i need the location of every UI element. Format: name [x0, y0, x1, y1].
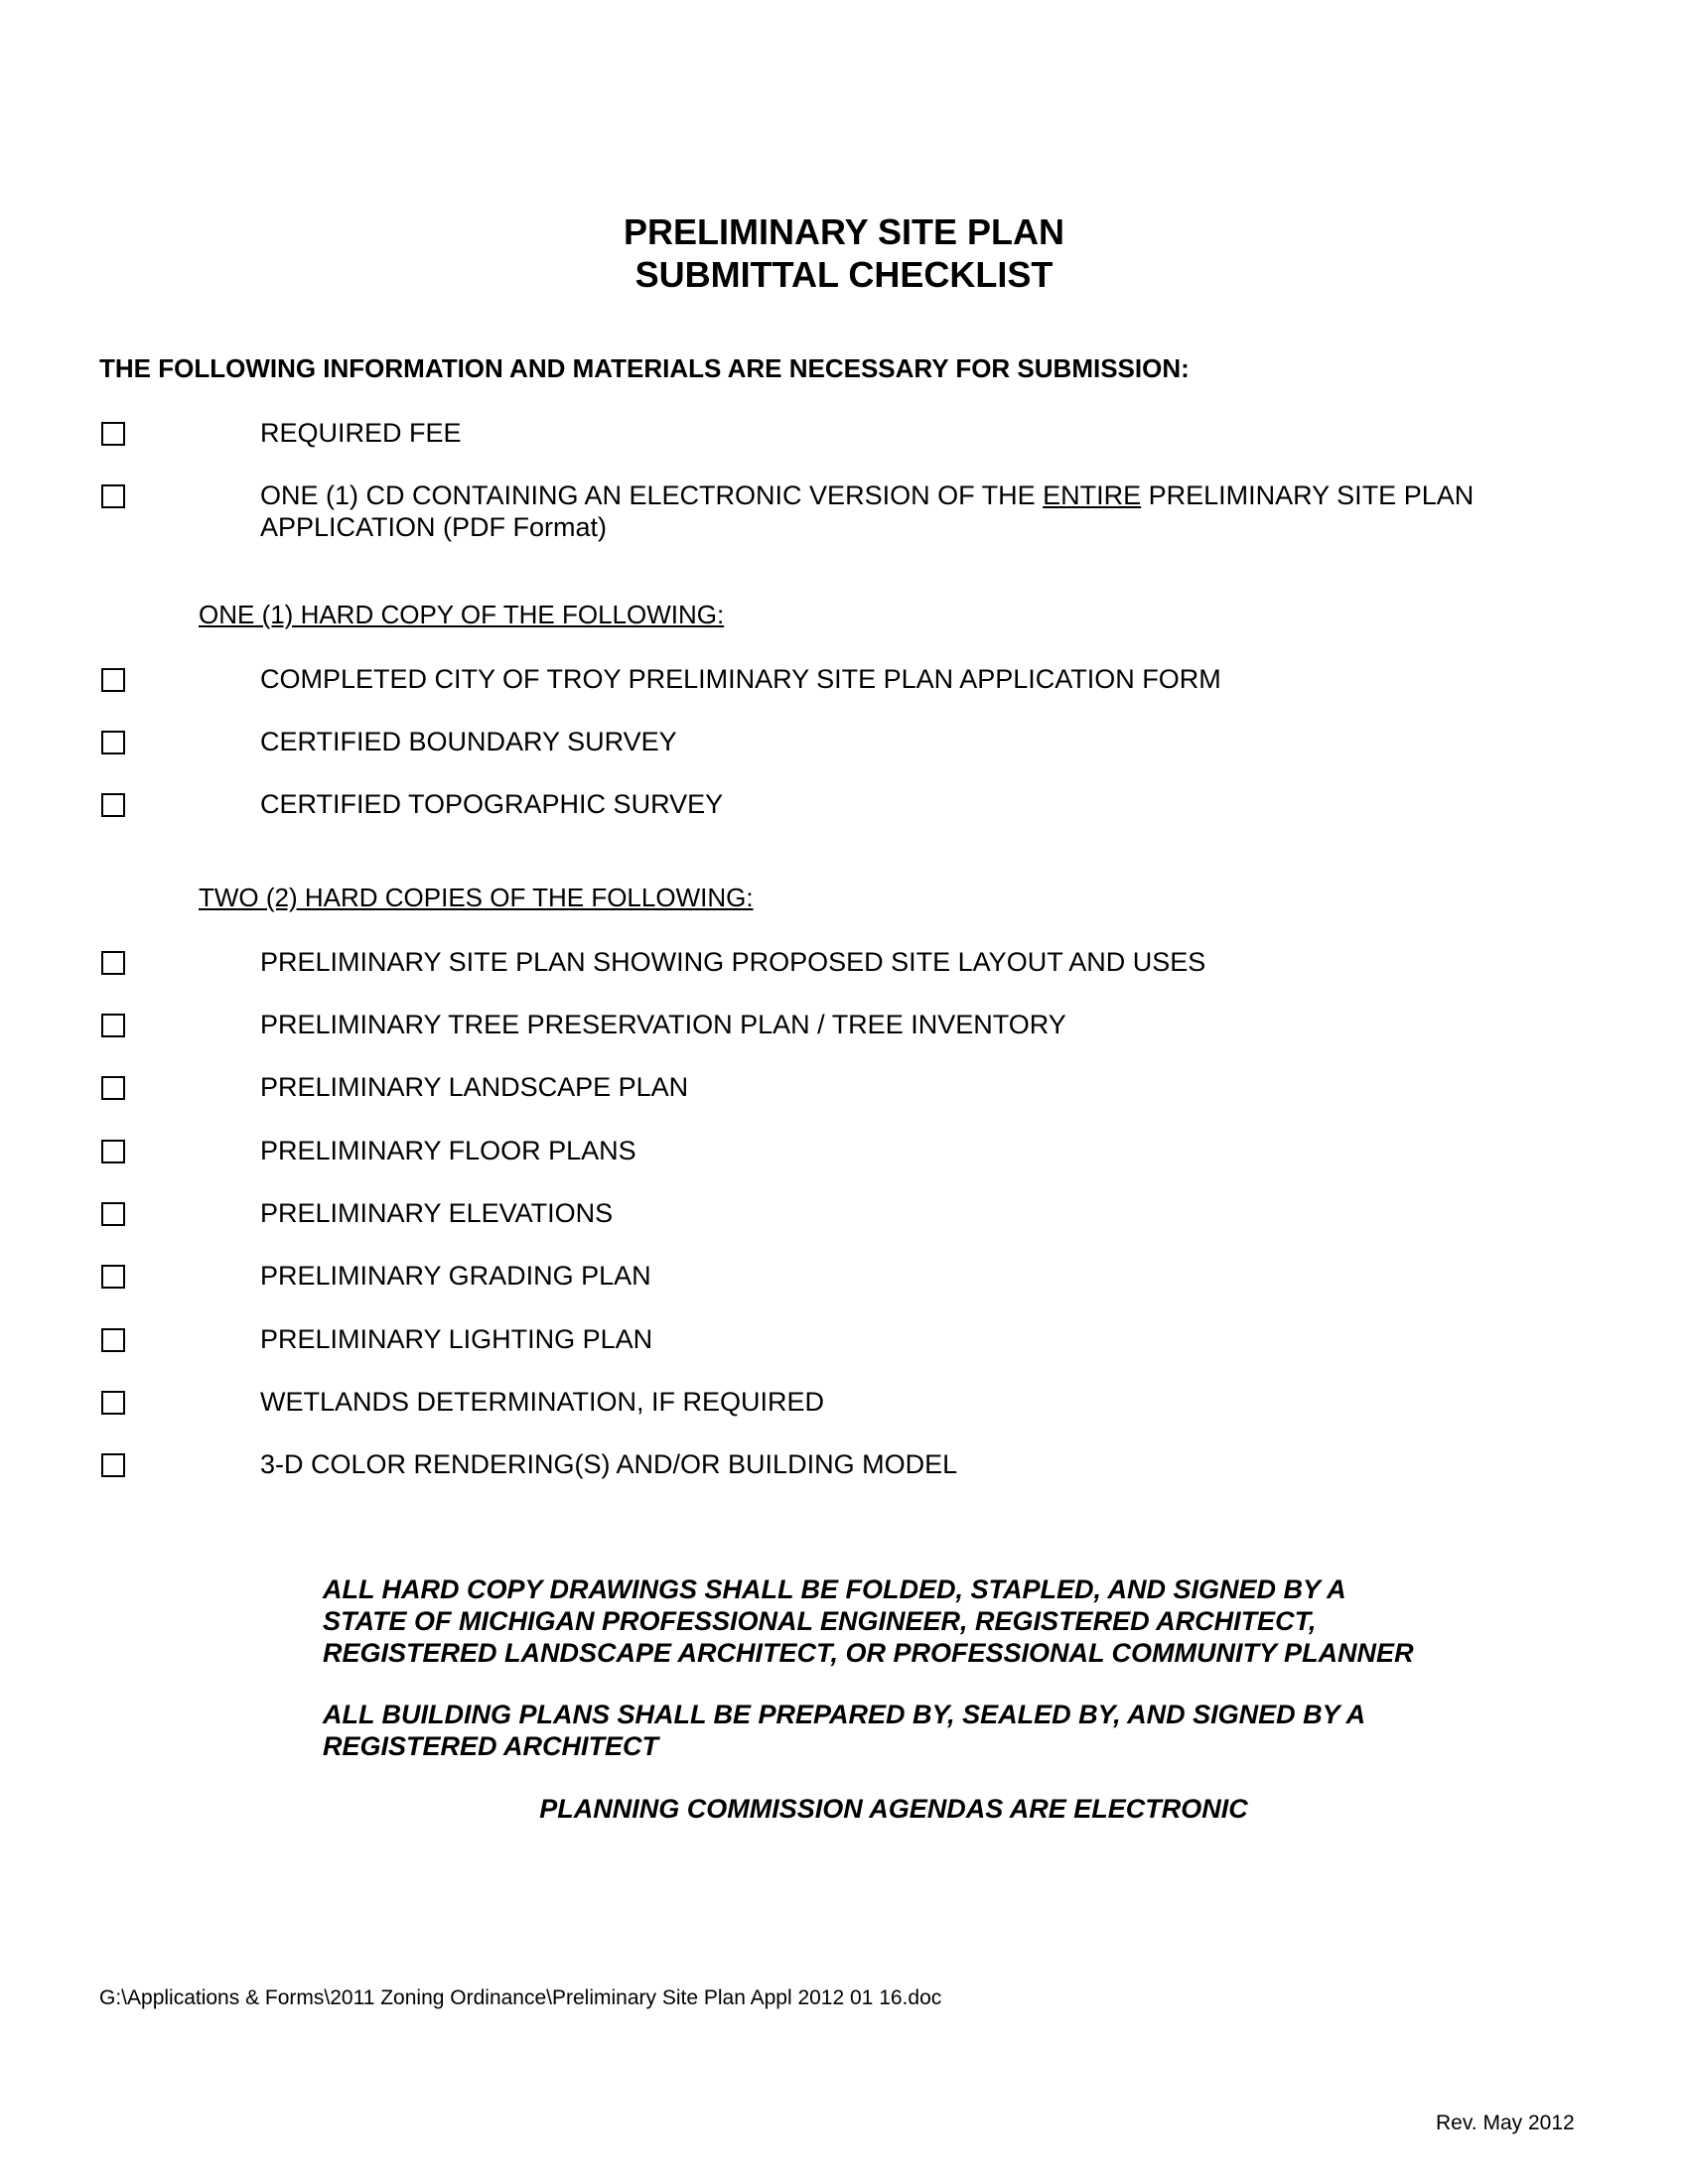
checklist-item-label: 3-D COLOR RENDERING(S) AND/OR BUILDING MODEL: [260, 1449, 958, 1479]
cd-line-1: [260, 479, 1591, 511]
checkbox[interactable]: [101, 951, 125, 975]
note-line: REGISTERED LANDSCAPE ARCHITECT, OR PROFESSIONAL COMMUNITY PLANNER: [323, 1638, 1414, 1668]
checkbox-required-fee[interactable]: [101, 422, 125, 446]
checkbox[interactable]: [101, 1014, 125, 1037]
checkbox[interactable]: [101, 668, 125, 692]
footer-file-path: G:\Applications & Forms\2011 Zoning Ordinance\Preliminary Site Plan Appl 2012 01 16.doc: [99, 1986, 942, 2009]
checkbox[interactable]: [101, 1140, 125, 1163]
checkbox[interactable]: [101, 1265, 125, 1289]
checkbox[interactable]: [101, 731, 125, 754]
page-title-line-1: PRELIMINARY SITE PLAN: [623, 211, 1065, 252]
note-drawings: [323, 1573, 1414, 1669]
cd-line-2: APPLICATION (PDF Format): [260, 512, 608, 542]
checklist-item-label: CERTIFIED BOUNDARY SURVEY: [260, 727, 677, 756]
checklist-item-label: [260, 479, 1591, 543]
checklist-item-label: COMPLETED CITY OF TROY PRELIMINARY SITE PLAN APPLICATION FORM: [260, 664, 1221, 694]
checkbox[interactable]: [101, 1453, 125, 1477]
note-agendas: PLANNING COMMISSION AGENDAS ARE ELECTRONIC: [539, 1794, 1248, 1824]
note-building-plans: [323, 1699, 1365, 1762]
section-heading-one-hard-copy: ONE (1) HARD COPY OF THE FOLLOWING:: [199, 600, 725, 629]
cd-line-1-suffix: PRELIMINARY SITE PLAN: [1141, 480, 1475, 510]
note-line: ALL HARD COPY DRAWINGS SHALL BE FOLDED, STAPLED, AND SIGNED BY A: [323, 1574, 1346, 1604]
checklist-item-label: PRELIMINARY ELEVATIONS: [260, 1198, 614, 1228]
checklist-item-label: PRELIMINARY TREE PRESERVATION PLAN / TREE INVENTORY: [260, 1010, 1066, 1039]
checklist-item-label: WETLANDS DETERMINATION, IF REQUIRED: [260, 1387, 825, 1417]
checklist-item-label: PRELIMINARY SITE PLAN SHOWING PROPOSED SITE LAYOUT AND USES: [260, 947, 1206, 977]
note-line: ALL BUILDING PLANS SHALL BE PREPARED BY, SEALED BY, AND SIGNED BY A: [323, 1700, 1366, 1729]
checkbox[interactable]: [101, 1202, 125, 1226]
cd-line-1-prefix: ONE (1) CD CONTAINING AN ELECTRONIC VERSION OF THE: [260, 480, 1044, 510]
checklist-item-label: CERTIFIED TOPOGRAPHIC SURVEY: [260, 789, 724, 819]
page-title-line-2: SUBMITTAL CHECKLIST: [634, 254, 1054, 295]
checklist-item-label: REQUIRED FEE: [260, 418, 462, 448]
page-title: [0, 210, 1688, 296]
intro-heading: THE FOLLOWING INFORMATION AND MATERIALS ARE NECESSARY FOR SUBMISSION:: [99, 353, 1190, 383]
checkbox[interactable]: [101, 1391, 125, 1415]
checklist-item-label: PRELIMINARY LIGHTING PLAN: [260, 1324, 653, 1354]
checkbox-cd[interactable]: [101, 484, 125, 508]
cd-emphasis-entire: ENTIRE: [1043, 480, 1142, 510]
checklist-item-label: PRELIMINARY FLOOR PLANS: [260, 1136, 636, 1165]
checkbox[interactable]: [101, 1328, 125, 1352]
footer-revision: Rev. May 2012: [1436, 2112, 1575, 2134]
section-heading-two-hard-copies: TWO (2) HARD COPIES OF THE FOLLOWING:: [199, 883, 754, 912]
checkbox[interactable]: [101, 1076, 125, 1100]
checklist-item-label: PRELIMINARY LANDSCAPE PLAN: [260, 1072, 689, 1102]
note-line: REGISTERED ARCHITECT: [323, 1731, 659, 1761]
checkbox[interactable]: [101, 793, 125, 817]
checklist-item-label: PRELIMINARY GRADING PLAN: [260, 1261, 651, 1291]
note-line: STATE OF MICHIGAN PROFESSIONAL ENGINEER, REGISTERED ARCHITECT,: [323, 1606, 1317, 1636]
